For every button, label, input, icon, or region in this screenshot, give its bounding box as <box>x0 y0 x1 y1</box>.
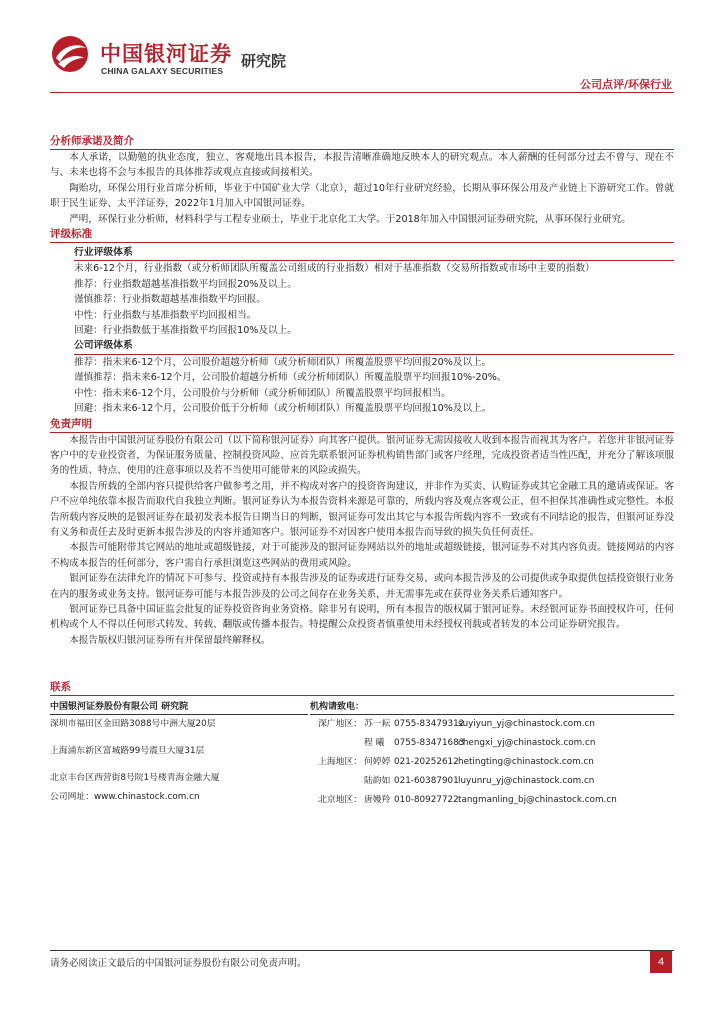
disclaimer-section-title: 免责声明 <box>50 417 674 433</box>
disclaimer-paragraph: 本报告由中国银河证券股份有限公司（以下简称银河证券）向其客户提供。银河证券无需因接收人收到本报告而视其为客户。若您并非银河证券客户中的专业投资者，为保证服务质量、控制投资风险、应首先联系银河证券机构销售部门或客户经理，完成投资者适当性匹配，并充分了解该项服务的性质、特点、使用的注意事项以及若不当使用可能带来的风险或损失。 <box>50 434 674 477</box>
page-header <box>0 0 724 100</box>
contact-name: 苏一耘 <box>364 719 391 729</box>
page-number: 4 <box>650 951 672 973</box>
company-head: 中国银河证券股份有限公司 研究院 <box>50 700 308 715</box>
brand-name-cn: 中国银河证券 <box>100 42 232 66</box>
contact-phone: 010-80927722 <box>394 795 459 805</box>
analyst-paragraph: 严明，环保行业分析师，材料科学与工程专业硕士，毕业于北京化工大学。于2018年加入中国银河证券研究院，从事环保行业研究。 <box>69 213 631 225</box>
contact-name: 何婷婷 <box>364 757 391 767</box>
disclaimer-paragraph: 本报告所载的全部内容只提供给客户做参考之用，并不构成对客户的投资咨询建议，并非作为买卖、认购证券或其它金融工具的邀请或保证。客户不应单纯依靠本报告而取代自我独立判断。银河证券认为本报告资料来源是可靠的，所载内容及观点客观公正，但不担保其准确性或完整性。本报告所载内容反映的是银河证券在最初发表本报告日期当日的判断，银河证券可发出其它与本报告所载内容不一致或有不同结论的报告，但银河证券没有义务和责任去及时更新本报告涉及的内容并通知客户。银河证券不对因客户使用本报告而导致的损失负任何责任。 <box>50 480 674 538</box>
office-address: 上海浦东新区富城路99号震旦大厦31层 <box>50 746 205 756</box>
contact-name: 唐嫚羚 <box>364 795 391 805</box>
contact-phone: 021-60387901 <box>394 776 459 786</box>
contact-section-title: 联系 <box>50 680 674 696</box>
contact-name: 程 曦 <box>364 738 385 748</box>
analyst-paragraph: 本人承诺，以勤勉的执业态度，独立、客观地出具本报告，本报告清晰准确地反映本人的研究观点。本人薪酬的任何部分过去不曾与、现在不与、未来也将不会与本报告的具体推荐或观点直接或间接相关。 <box>50 152 674 179</box>
contact-section <box>50 680 674 810</box>
contact-email[interactable]: suyiyun_yj@chinastock.com.cn <box>458 719 595 729</box>
company-rating-line: 中性：指未来6-12个月，公司股价与分析师（或分析师团队）所覆盖股票平均回报相当。 <box>74 387 451 399</box>
rating-section-title: 评级标准 <box>50 227 674 243</box>
analyst-paragraph: 陶贻功，环保公用行业首席分析师，毕业于中国矿业大学（北京），超过10年行业研究经验，长期从事环保公用及产业链上下游研究工作。曾就职于民生证券、太平洋证券，2022年1月加入中国银河证券。 <box>50 182 674 210</box>
analyst-section <box>50 150 674 227</box>
footer-divider <box>50 950 674 951</box>
main-content <box>50 134 674 648</box>
disclaimer-section <box>50 433 674 649</box>
contact-region: 深广地区： <box>318 719 362 729</box>
contact-row <box>310 791 674 810</box>
contact-phone: 021-20252612 <box>394 757 459 767</box>
industry-rating-line: 未来6-12个月，行业指数（或分析师团队所覆盖公司组成的行业指数）相对于基准指数（交易所指数或市场中主要的指数） <box>74 263 595 275</box>
industry-rating-head: 行业评级体系 <box>74 247 133 259</box>
brand-name-en: CHINA GALAXY SECURITIES <box>101 66 224 76</box>
industry-rating-line: 推荐：行业指数超越基准指数平均回报20%及以上。 <box>74 278 297 290</box>
company-website[interactable]: 公司网址：www.chinastock.com.cn <box>50 792 200 802</box>
contact-email[interactable]: tangmanling_bj@chinastock.com.cn <box>458 795 617 805</box>
institute-label: 研究院 <box>241 52 287 70</box>
contact-email[interactable]: chengxi_yj@chinastock.com.cn <box>458 738 596 748</box>
disclaimer-paragraph: 本报告版权归银河证券所有并保留最终解释权。 <box>69 634 271 646</box>
address-column <box>50 700 308 807</box>
contact-columns <box>50 700 674 810</box>
contact-row <box>310 772 674 791</box>
disclaimer-paragraph: 本报告可能附带其它网站的地址或超级链接，对于可能涉及的银河证券网站以外的地址或超级链接，银河证券不对其内容负责。链接网站的内容不构成本报告的任何部分，客户需自行承担浏览这些网站的费用或风险。 <box>50 542 674 569</box>
industry-rating-line: 中性：行业指数与基准指数平均回报相当。 <box>74 309 257 321</box>
company-rating-head: 公司评级体系 <box>74 340 133 352</box>
contact-region: 上海地区： <box>318 757 362 767</box>
footer-disclaimer-note: 请务必阅读正文最后的中国银河证券股份有限公司免责声明。 <box>50 958 307 969</box>
company-rating-line: 推荐：指未来6-12个月，公司股价超越分析师（或分析师团队）所覆盖股票平均回报20%及以上。 <box>74 356 492 368</box>
contact-email[interactable]: hetingting@chinastock.com.cn <box>458 757 594 767</box>
contact-email[interactable]: luyunru_yj@chinastock.com.cn <box>458 776 595 786</box>
disclaimer-paragraph: 银河证券已具备中国证监会批复的证券投资咨询业务资格。除非另有说明，所有本报告的版权属于银河证券。未经银河证券书面授权许可，任何机构或个人不得以任何形式转发、转载、翻版或传播本报告。特提醒公众投资者慎重使用未经授权刊载或者转发的本公司证券研究报告。 <box>50 603 674 631</box>
media-contact-head: 机构请致电： <box>310 700 674 715</box>
galaxy-logo-icon <box>50 34 90 74</box>
disclaimer-paragraph: 银河证券在法律允许的情况下可参与、投资或持有本报告涉及的证券或进行证券交易，或向本报告涉及的公司提供或争取提供包括投资银行业务在内的服务或业务支持。银河证券可能与本报告涉及的公司之间存在业务关系，并无需事先或在获得业务关系后通知客户。 <box>50 573 674 600</box>
industry-rating-line: 谨慎推荐：行业指数超越基准指数平均回报。 <box>74 294 266 306</box>
report-type: 公司点评/环保行业 <box>579 78 672 91</box>
industry-rating-line: 回避：行业指数低于基准指数平均回报10%及以上。 <box>74 325 297 337</box>
contact-phone: 0755-83471683 <box>394 738 465 748</box>
analyst-section-title: 分析师承诺及简介 <box>50 134 674 150</box>
office-address: 深圳市福田区金田路3088号中洲大厦20层 <box>50 719 216 729</box>
contact-phone: 0755-83479312 <box>394 719 465 729</box>
company-rating-line: 谨慎推荐：指未来6-12个月，公司股价超越分析师（或分析师团队）所覆盖股票平均回报10%-20%。 <box>74 372 507 384</box>
contact-row <box>310 753 674 772</box>
rating-section <box>50 243 674 416</box>
office-address: 北京丰台区西营街8号院1号楼青海金融大厦 <box>50 773 220 783</box>
contact-name: 陆韵如 <box>364 776 391 786</box>
contact-region: 北京地区： <box>318 795 362 805</box>
contact-row <box>310 734 674 753</box>
header-divider <box>50 92 674 93</box>
media-contact-column <box>310 700 674 810</box>
contact-row <box>310 715 674 734</box>
company-rating-line: 回避：指未来6-12个月，公司股价低于分析师（或分析师团队）所覆盖股票平均回报10%及以上。 <box>74 403 492 415</box>
